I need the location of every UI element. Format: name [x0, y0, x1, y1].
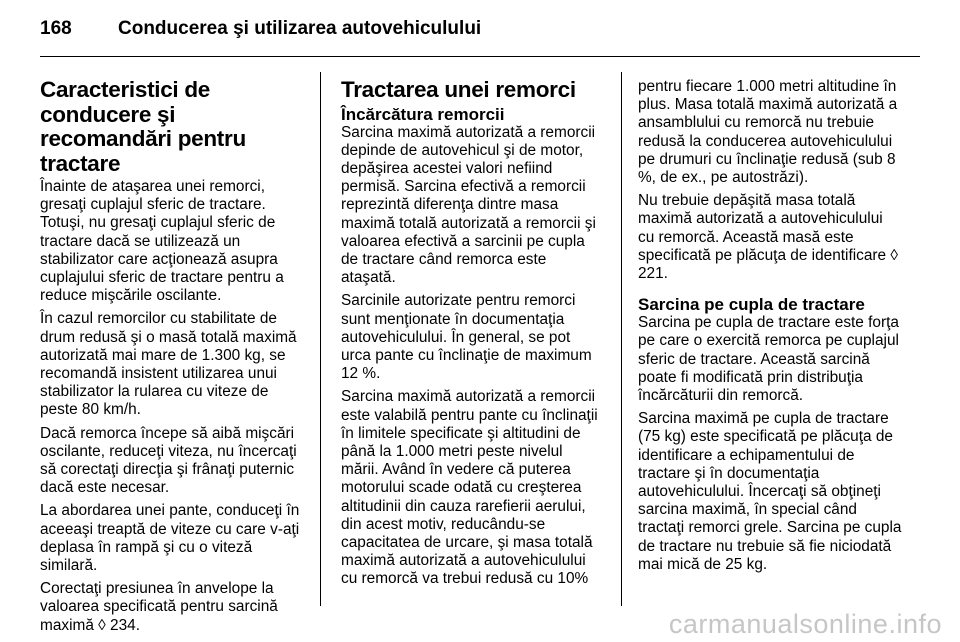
paragraph-tire-pressure-reference: Corectaţi presiunea în anvelope la valoarea specificată pentru sarcină maximă ◊ 234. [40, 580, 278, 634]
paragraph: Sarcina pe cupla de tractare este forţa pe care o exercită remorca pe cuplajul sferic de tractare. Această sarcină poate fi modificată prin distribuţia încărcăturii din remorcă. [638, 314, 899, 405]
subheading-trailer-load: Încărcătura remorcii [341, 104, 505, 124]
paragraph: pentru fiecare 1.000 metri altitudine în plus. Masa totală maximă autorizată a ansamblului cu remorcă nu trebuie redusă la conducerea autovehiculului pe drumuri cu înclinaţie redusă (sub 8 %, de ex., pe autostrăzi). [638, 78, 898, 187]
paragraph: Dacă remorca începe să aibă mişcări oscilante, reduceţi viteza, nu încercaţi să corectaţi direcţia şi frânaţi puternic dacă este necesar. [40, 424, 297, 497]
column-1 [40, 78, 302, 635]
watermark: carmanualsonline.info [668, 609, 942, 639]
paragraph: Înainte de ataşarea unei remorci, gresaţi cuplajul sferic de tractare. Totuşi, nu gresaţi cuplajul sferic de tractare dacă se utilizează un stabilizator care acţionează asupra cuplajului sferic de tractare pentru a reduce mişcările oscilante. [40, 178, 284, 305]
column-divider-2 [621, 72, 622, 606]
page-header [40, 12, 481, 46]
paragraph: Sarcina maximă autorizată a remorcii depinde de autovehicul şi de motor, depăşirea acestei valori nefiind permisă. Sarcina efectivă a remorcii reprezintă diferenţa dintre masa maximă totală autorizată a remorcii şi valoarea efectivă a sarcinii pe cupla de tractare când remorca este ataşată. [341, 123, 596, 287]
subheading-coupling-load: Sarcina pe cupla de tractare [638, 295, 865, 315]
paragraph: În cazul remorcilor cu stabilitate de drum redusă şi o masă totală maximă autorizată mai mare de 1.300 kg, se recomandă insistent utilizarea unui stabilizator la rularea cu viteze de peste 80 km/h. [40, 310, 297, 419]
paragraph: La abordarea unei pante, conduceţi în aceeaşi treaptă de viteze cu care v-aţi deplasa în rampă şi cu o viteză similară. [40, 502, 300, 575]
column-3 [638, 78, 902, 574]
paragraph-identification-plate-reference: Nu trebuie depăşită masa totală maximă autorizată a autovehiculului cu remorcă. Această masă este specificată pe plăcuţa de identificare ◊ 221. [638, 192, 898, 283]
column-divider-1 [320, 72, 321, 606]
chapter-title: Conducerea şi utilizarea autovehiculului [118, 18, 482, 39]
paragraph: Sarcinile autorizate pentru remorci sunt menţionate în documentaţia autovehiculului. În general, se pot urca pante cu înclinaţie de maximum 12 %. [341, 292, 592, 383]
header-rule [40, 56, 920, 57]
section-heading-towing: Tractarea unei remorci [341, 77, 576, 102]
paragraph: Sarcina maximă pe cupla de tractare (75 kg) este specificată pe plăcuţa de identificare a echipamentului de tractare şi în documentaţia autovehiculului. Încercaţi să obţineţi sarcina maximă, în special când tractaţi remorci grele. Sarcina pe cupla de tractare nu trebuie să fie niciodată mai mică de 25 kg. [638, 410, 902, 573]
paragraph: Sarcina maximă autorizată a remorcii este valabilă pentru pante cu înclinaţii în limitele specificate şi altitudini de până la 1.000 metri peste nivelul mării. Având în vedere că puterea motorului scade odată cu creşterea altitudinii din cauza rarefierii aerului, din acest motiv, reducându-se capacitatea de urcare, şi masa totală maximă autorizată a autovehiculului cu remorcă va trebui redusă cu 10% [341, 388, 598, 588]
column-2 [341, 78, 603, 589]
page-number: 168 [40, 18, 72, 39]
section-heading-driving-characteristics: Caracteristici de conducere şi recomandări pentru tractare [40, 77, 246, 176]
